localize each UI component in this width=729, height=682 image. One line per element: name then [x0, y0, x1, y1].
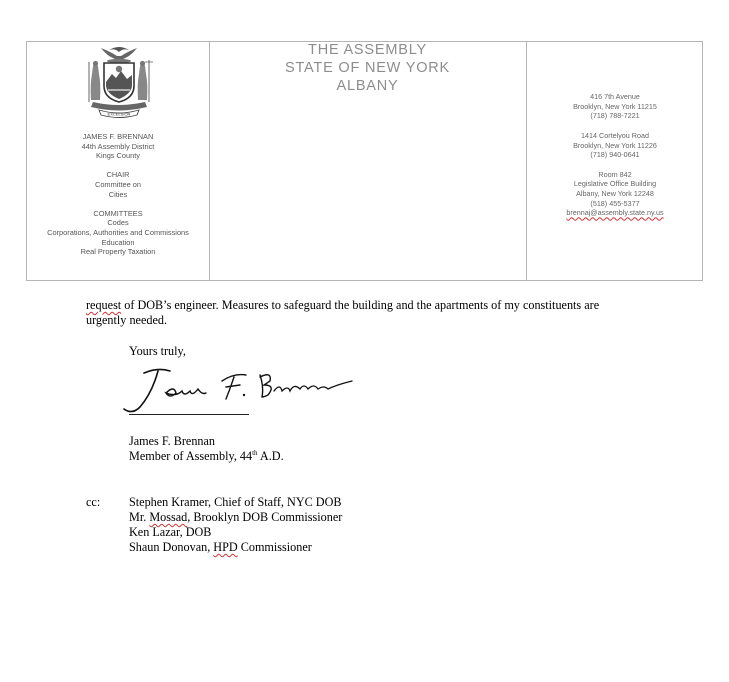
closing: Yours truly,: [129, 344, 186, 358]
office-phone: (518) 455-5377: [590, 198, 640, 208]
member-name: JAMES F. BRENNAN: [82, 132, 154, 141]
body-paragraph-line: request of DOB’s engineer. Measures to safeguard the building and the apartments of my constituents are: [86, 298, 600, 312]
committees-heading: COMMITTEES: [93, 208, 143, 218]
body-paragraph-line: urgently needed.: [86, 313, 167, 327]
office-address-line: Albany, New York 12248: [576, 189, 654, 198]
letterhead-title-line: ALBANY: [336, 78, 399, 94]
letterhead-title-line: STATE OF NEW YORK: [284, 60, 451, 76]
office-phone: (718) 940-0641: [590, 150, 640, 160]
committee-item: Real Property Taxation: [80, 247, 156, 257]
letterhead-right-column: [526, 92, 704, 218]
misspelled-word: Mossad: [149, 510, 188, 524]
letterhead-title-line: THE ASSEMBLY: [308, 42, 427, 58]
chair-line: Cities: [108, 189, 128, 199]
committee-item: Education: [101, 237, 135, 247]
cc-label: cc:: [86, 495, 101, 509]
misspelled-word: HPD: [213, 540, 238, 554]
office-address-line: Brooklyn, New York 11215: [573, 101, 657, 111]
signer-name: James F. Brennan: [129, 434, 216, 448]
letterhead-center-column: [209, 42, 526, 95]
member-district: 44th Assembly District: [81, 141, 155, 151]
office-phone: (718) 788-7221: [590, 111, 640, 121]
member-county: Kings County: [96, 151, 140, 161]
chair-heading: CHAIR: [106, 170, 130, 180]
committee-item: Corporations, Authorities and Commissions: [47, 227, 189, 237]
committee-item: Codes: [107, 218, 129, 228]
email-link[interactable]: brennaj@assembly.state.ny.us: [566, 208, 664, 218]
chair-line: Committee on: [94, 179, 141, 189]
misspelled-word: request: [86, 298, 122, 312]
cc-recipient: Stephen Kramer, Chief of Staff, NYC DOB: [129, 495, 342, 509]
svg-text:EXCELSIOR: EXCELSIOR: [107, 111, 131, 117]
office-address-line: Brooklyn, New York 11226: [573, 140, 657, 150]
handwritten-signature: [118, 363, 363, 418]
new-york-state-seal-icon: [79, 44, 159, 120]
cc-recipient: Mr. Mossad, Brooklyn DOB Commissioner: [129, 510, 343, 524]
office-address-line: 416 7th Avenue: [590, 92, 640, 101]
cc-recipient: Ken Lazar, DOB: [129, 525, 212, 539]
office-address-line: 1414 Cortelyou Road: [581, 130, 649, 140]
signer-title: Member of Assembly, 44th A.D.: [129, 448, 284, 463]
signature-line: [129, 414, 249, 415]
cc-recipient: Shaun Donovan, HPD Commissioner: [129, 540, 312, 554]
letterhead: [26, 41, 703, 281]
office-address-line: Room 842: [598, 169, 632, 179]
office-address-line: Legislative Office Building: [573, 179, 657, 189]
